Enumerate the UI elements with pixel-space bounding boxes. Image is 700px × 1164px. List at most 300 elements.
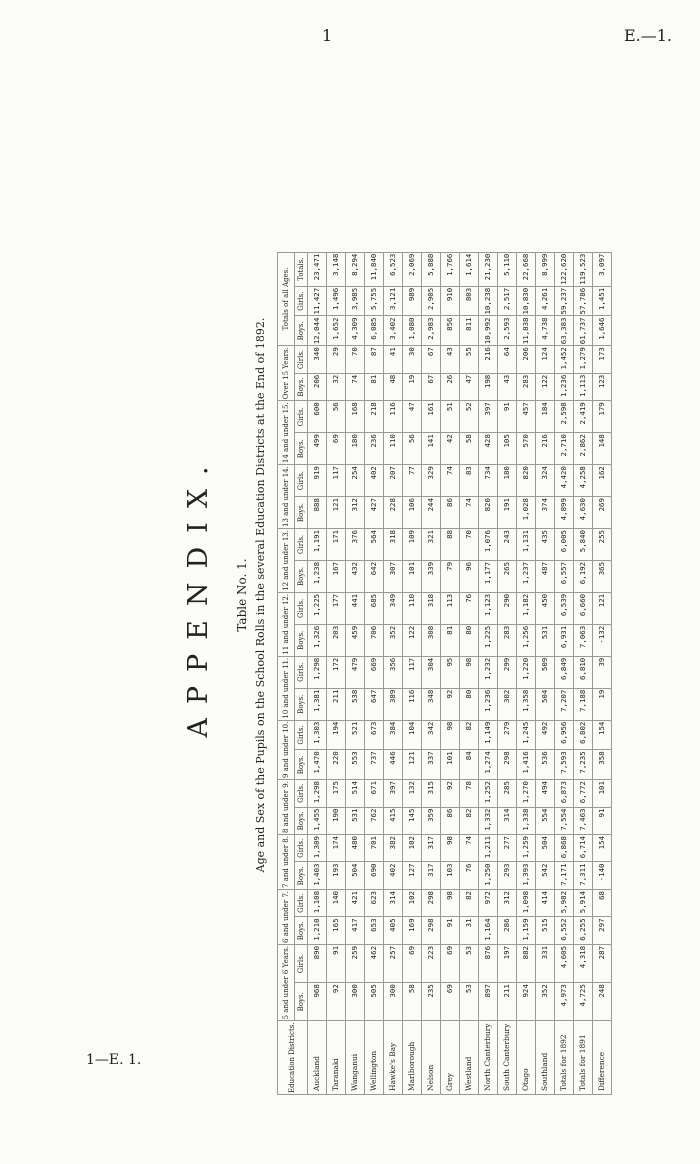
table-cell: 480 bbox=[346, 835, 365, 862]
summary-cell: 269 bbox=[593, 497, 612, 529]
summary-cell: 148 bbox=[593, 433, 612, 465]
table-cell: 21,230 bbox=[479, 252, 498, 286]
table-cell: 127 bbox=[403, 862, 422, 889]
table-cell: 165 bbox=[327, 917, 346, 944]
table-cell: 169 bbox=[403, 917, 422, 944]
table-cell: 184 bbox=[536, 401, 555, 433]
table-cell: 117 bbox=[403, 656, 422, 688]
summary-cell: 6,714 bbox=[574, 835, 593, 862]
district-name: Otago bbox=[517, 1021, 536, 1095]
table-cell: 304 bbox=[422, 656, 441, 688]
table-cell: 1,496 bbox=[327, 286, 346, 316]
summary-cell: 4,258 bbox=[574, 465, 593, 497]
summary-cell: 63,383 bbox=[555, 316, 574, 346]
table-cell: 1,256 bbox=[517, 624, 536, 656]
table-cell: 642 bbox=[365, 560, 384, 592]
table-cell: 121 bbox=[403, 750, 422, 780]
table-cell: 64 bbox=[498, 346, 517, 374]
table-row bbox=[308, 252, 327, 1094]
table-cell: 216 bbox=[536, 433, 555, 465]
table-cell: 3,402 bbox=[384, 316, 403, 346]
table-cell: 856 bbox=[441, 316, 460, 346]
summary-cell: 7,463 bbox=[574, 807, 593, 834]
table-cell: 122 bbox=[403, 624, 422, 656]
table-cell: 279 bbox=[498, 720, 517, 750]
table-cell: 69 bbox=[403, 944, 422, 982]
table-cell: 1,076 bbox=[479, 529, 498, 561]
table-cell: 564 bbox=[365, 529, 384, 561]
table-cell: 53 bbox=[460, 983, 479, 1021]
table-cell: 277 bbox=[498, 835, 517, 862]
table-cell: 876 bbox=[479, 944, 498, 982]
table-cell: 51 bbox=[441, 401, 460, 433]
girls-subheader: Girls. bbox=[295, 656, 308, 688]
table-cell: 504 bbox=[346, 862, 365, 889]
table-cell: 193 bbox=[327, 862, 346, 889]
table-cell: 352 bbox=[536, 983, 555, 1021]
table-cell: 402 bbox=[365, 465, 384, 497]
summary-cell: 19 bbox=[593, 688, 612, 720]
table-cell: 1,358 bbox=[517, 688, 536, 720]
document-reference: E.—1. bbox=[623, 26, 672, 45]
table-cell: 910 bbox=[441, 286, 460, 316]
table-cell: 203 bbox=[327, 624, 346, 656]
table-cell: 542 bbox=[536, 862, 555, 889]
table-cell: 673 bbox=[365, 720, 384, 750]
table-cell: 671 bbox=[365, 780, 384, 807]
table-cell: 302 bbox=[498, 688, 517, 720]
table-cell: 55 bbox=[460, 346, 479, 374]
boys-subheader: Boys. bbox=[295, 316, 308, 346]
age-group-header: 7 and under 8. bbox=[278, 835, 295, 890]
summary-cell: 287 bbox=[593, 944, 612, 982]
table-cell: 81 bbox=[365, 373, 384, 401]
header-row-sex bbox=[295, 252, 308, 1094]
table-cell: 79 bbox=[441, 560, 460, 592]
header-row-groups bbox=[278, 252, 295, 1094]
table-cell: 1,338 bbox=[517, 807, 536, 834]
girls-subheader: Girls. bbox=[295, 944, 308, 982]
table-cell: 1,303 bbox=[308, 720, 327, 750]
summary-cell: 6,772 bbox=[574, 780, 593, 807]
table-cell: 820 bbox=[479, 497, 498, 529]
district-name: Nelson bbox=[422, 1021, 441, 1095]
table-cell: 23,471 bbox=[308, 252, 327, 286]
table-cell: 2,983 bbox=[422, 316, 441, 346]
table-cell: 121 bbox=[327, 497, 346, 529]
table-cell: 298 bbox=[422, 917, 441, 944]
table-cell: 300 bbox=[346, 983, 365, 1021]
table-cell: 11,838 bbox=[517, 316, 536, 346]
table-cell: 92 bbox=[327, 983, 346, 1021]
table-row bbox=[498, 252, 517, 1094]
summary-cell: 6,192 bbox=[574, 560, 593, 592]
table-cell: 96 bbox=[460, 560, 479, 592]
table-cell: 87 bbox=[365, 346, 384, 374]
table-cell: 441 bbox=[346, 592, 365, 624]
age-group-header: 8 and under 9. bbox=[278, 780, 295, 835]
side-reference: 1—E. 1. bbox=[86, 1052, 142, 1068]
table-cell: 211 bbox=[498, 983, 517, 1021]
table-cell: 331 bbox=[536, 944, 555, 982]
summary-cell: 7,188 bbox=[574, 688, 593, 720]
boys-subheader: Boys. bbox=[295, 983, 308, 1021]
table-body bbox=[308, 252, 612, 1094]
table-cell: 1,614 bbox=[460, 252, 479, 286]
table-cell: 1,298 bbox=[308, 780, 327, 807]
summary-cell: 4,725 bbox=[574, 983, 593, 1021]
district-name: Grey bbox=[441, 1021, 460, 1095]
table-cell: 882 bbox=[517, 944, 536, 982]
summary-cell: 6,255 bbox=[574, 917, 593, 944]
summary-label: Totals for 1891 bbox=[574, 1021, 593, 1095]
table-cell: 116 bbox=[384, 401, 403, 433]
summary-cell: 1,646 bbox=[593, 316, 612, 346]
table-cell: 494 bbox=[536, 780, 555, 807]
summary-cell: 6,802 bbox=[574, 720, 593, 750]
table-cell: 737 bbox=[365, 750, 384, 780]
summary-cell: 154 bbox=[593, 720, 612, 750]
table-cell: 1,652 bbox=[327, 316, 346, 346]
table-cell: 4,738 bbox=[536, 316, 555, 346]
table-cell: 88 bbox=[441, 529, 460, 561]
table-cell: 74 bbox=[460, 835, 479, 862]
table-cell: 244 bbox=[422, 497, 441, 529]
table-cell: 124 bbox=[536, 346, 555, 374]
table-cell: 172 bbox=[327, 656, 346, 688]
summary-cell: 122,620 bbox=[555, 252, 574, 286]
table-cell: 198 bbox=[479, 373, 498, 401]
table-row bbox=[460, 252, 479, 1094]
table-cell: 1,149 bbox=[479, 720, 498, 750]
table-cell: 110 bbox=[403, 592, 422, 624]
table-cell: 352 bbox=[384, 624, 403, 656]
boys-subheader: Boys. bbox=[295, 433, 308, 465]
summary-cell: 101 bbox=[593, 780, 612, 807]
table-cell: 1,232 bbox=[479, 656, 498, 688]
table-cell: 924 bbox=[517, 983, 536, 1021]
summary-cell: 6,810 bbox=[574, 656, 593, 688]
table-cell: 1,766 bbox=[441, 252, 460, 286]
table-cell: 78 bbox=[460, 780, 479, 807]
table-cell: 58 bbox=[403, 983, 422, 1021]
girls-subheader: Girls. bbox=[295, 835, 308, 862]
table-cell: 299 bbox=[498, 656, 517, 688]
table-cell: 538 bbox=[346, 688, 365, 720]
table-cell: 890 bbox=[308, 944, 327, 982]
table-cell: 734 bbox=[479, 465, 498, 497]
table-cell: 180 bbox=[498, 465, 517, 497]
table-cell: 92 bbox=[441, 688, 460, 720]
table-cell: 194 bbox=[327, 720, 346, 750]
table-cell: 531 bbox=[346, 807, 365, 834]
table-cell: 102 bbox=[403, 835, 422, 862]
summary-label: Totals for 1892 bbox=[555, 1021, 574, 1095]
table-cell: 382 bbox=[384, 835, 403, 862]
table-cell: 479 bbox=[346, 656, 365, 688]
age-group-header: 12 and under 13. bbox=[278, 529, 295, 593]
table-cell: 397 bbox=[479, 401, 498, 433]
table-cell: 405 bbox=[384, 917, 403, 944]
summary-cell: -132 bbox=[593, 624, 612, 656]
table-cell: 218 bbox=[365, 401, 384, 433]
table-cell: 653 bbox=[365, 917, 384, 944]
district-name: Wellington bbox=[365, 1021, 384, 1095]
summary-cell: 173 bbox=[593, 346, 612, 374]
summary-cell: 6,868 bbox=[555, 835, 574, 862]
table-cell: 190 bbox=[327, 807, 346, 834]
table-cell: 647 bbox=[365, 688, 384, 720]
table-cell: 427 bbox=[365, 497, 384, 529]
table-cell: 450 bbox=[536, 592, 555, 624]
table-cell: 98 bbox=[441, 720, 460, 750]
table-cell: 421 bbox=[346, 889, 365, 916]
table-cell: 554 bbox=[536, 807, 555, 834]
table-cell: 283 bbox=[498, 624, 517, 656]
table-cell: 514 bbox=[346, 780, 365, 807]
table-cell: 145 bbox=[403, 807, 422, 834]
table-cell: 206 bbox=[308, 373, 327, 401]
table-cell: 105 bbox=[498, 433, 517, 465]
table-cell: 6,523 bbox=[384, 252, 403, 286]
table-cell: 228 bbox=[384, 497, 403, 529]
summary-cell: 4,973 bbox=[555, 983, 574, 1021]
table-cell: 3,148 bbox=[327, 252, 346, 286]
table-cell: 56 bbox=[403, 433, 422, 465]
table-cell: 74 bbox=[346, 373, 365, 401]
table-cell: 1,131 bbox=[517, 529, 536, 561]
age-group-header: 13 and under 14. bbox=[278, 465, 295, 529]
table-cell: 1,210 bbox=[308, 917, 327, 944]
totals-subheader: Totals. bbox=[295, 252, 308, 286]
table-cell: 342 bbox=[422, 720, 441, 750]
table-cell: 504 bbox=[536, 835, 555, 862]
table-cell: 4,309 bbox=[346, 316, 365, 346]
summary-cell: 1,452 bbox=[555, 346, 574, 374]
district-name: Southland bbox=[536, 1021, 555, 1095]
summary-cell: 162 bbox=[593, 465, 612, 497]
summary-cell: 365 bbox=[593, 560, 612, 592]
table-cell: 69 bbox=[441, 944, 460, 982]
table-row bbox=[327, 252, 346, 1094]
table-cell: 1,403 bbox=[308, 862, 327, 889]
girls-subheader: Girls. bbox=[295, 592, 308, 624]
boys-subheader: Boys. bbox=[295, 624, 308, 656]
table-cell: 888 bbox=[308, 497, 327, 529]
table-cell: 177 bbox=[327, 592, 346, 624]
summary-cell: 297 bbox=[593, 917, 612, 944]
table-cell: 968 bbox=[308, 983, 327, 1021]
table-cell: 690 bbox=[365, 862, 384, 889]
table-row bbox=[479, 252, 498, 1094]
district-name: North Canterbury bbox=[479, 1021, 498, 1095]
table-cell: 4,261 bbox=[536, 286, 555, 316]
age-group-header: 10 and under 11. bbox=[278, 656, 295, 720]
table-cell: 116 bbox=[403, 688, 422, 720]
table-cell: 317 bbox=[422, 862, 441, 889]
table-cell: 318 bbox=[422, 592, 441, 624]
table-cell: 285 bbox=[498, 780, 517, 807]
district-name: Taranaki bbox=[327, 1021, 346, 1095]
table-cell: 110 bbox=[384, 433, 403, 465]
table-cell: 1,470 bbox=[308, 750, 327, 780]
table-cell: 376 bbox=[346, 529, 365, 561]
summary-cell: 121 bbox=[593, 592, 612, 624]
table-cell: 600 bbox=[308, 401, 327, 433]
table-cell: 22,668 bbox=[517, 252, 536, 286]
summary-cell: 5,840 bbox=[574, 529, 593, 561]
summary-cell: 1,451 bbox=[593, 286, 612, 316]
table-cell: 101 bbox=[403, 560, 422, 592]
table-cell: 47 bbox=[403, 401, 422, 433]
summary-row bbox=[593, 252, 612, 1094]
table-cell: 1,309 bbox=[308, 835, 327, 862]
table-cell: 1,191 bbox=[308, 529, 327, 561]
table-cell: 223 bbox=[422, 944, 441, 982]
table-cell: 220 bbox=[327, 750, 346, 780]
summary-cell: 6,557 bbox=[555, 560, 574, 592]
table-cell: 74 bbox=[441, 465, 460, 497]
table-cell: 462 bbox=[365, 944, 384, 982]
table-cell: 803 bbox=[460, 286, 479, 316]
district-name: South Canterbury bbox=[498, 1021, 517, 1095]
table-cell: 318 bbox=[384, 529, 403, 561]
table-cell: 168 bbox=[346, 401, 365, 433]
table-head bbox=[278, 252, 308, 1094]
girls-subheader: Girls. bbox=[295, 529, 308, 561]
table-cell: 329 bbox=[422, 465, 441, 497]
table-row bbox=[536, 252, 555, 1094]
table-caption: Age and Sex of the Pupils on the School Rolls in the several Education Districts at the End of 1892. bbox=[254, 317, 267, 873]
table-cell: 515 bbox=[536, 917, 555, 944]
table-cell: 70 bbox=[460, 529, 479, 561]
table-cell: 553 bbox=[346, 750, 365, 780]
table-cell: 95 bbox=[441, 656, 460, 688]
boys-subheader: Boys. bbox=[295, 862, 308, 889]
girls-subheader: Girls. bbox=[295, 780, 308, 807]
table-cell: 56 bbox=[327, 401, 346, 433]
table-cell: 1,455 bbox=[308, 807, 327, 834]
summary-cell: 68 bbox=[593, 889, 612, 916]
table-cell: 356 bbox=[384, 656, 403, 688]
table-cell: 389 bbox=[384, 688, 403, 720]
table-cell: 312 bbox=[498, 889, 517, 916]
table-cell: 348 bbox=[422, 688, 441, 720]
table-cell: 457 bbox=[517, 401, 536, 433]
summary-cell: 4,318 bbox=[574, 944, 593, 982]
table-cell: 499 bbox=[308, 433, 327, 465]
age-group-header: 5 and under 6 Years. bbox=[278, 944, 295, 1020]
boys-subheader: Boys. bbox=[295, 750, 308, 780]
boys-subheader: Boys. bbox=[295, 560, 308, 592]
table-cell: 340 bbox=[308, 346, 327, 374]
table-cell: 701 bbox=[365, 835, 384, 862]
appendix-heading: APPENDIX. bbox=[183, 452, 214, 738]
summary-cell: 4,630 bbox=[574, 497, 593, 529]
summary-cell: 1,279 bbox=[574, 346, 593, 374]
table-cell: 307 bbox=[384, 560, 403, 592]
summary-cell: 59,237 bbox=[555, 286, 574, 316]
pupils-age-sex-table bbox=[277, 252, 612, 1095]
age-group-header: 14 and under 15. bbox=[278, 401, 295, 465]
summary-cell: 3,097 bbox=[593, 252, 612, 286]
table-cell: 435 bbox=[536, 529, 555, 561]
table-cell: 1,211 bbox=[479, 835, 498, 862]
table-cell: 415 bbox=[384, 807, 403, 834]
table-cell: 290 bbox=[498, 592, 517, 624]
table-cell: 349 bbox=[384, 592, 403, 624]
table-cell: 298 bbox=[422, 889, 441, 916]
table-cell: 174 bbox=[327, 835, 346, 862]
table-cell: 283 bbox=[517, 373, 536, 401]
table-cell: 1,123 bbox=[479, 592, 498, 624]
table-cell: 109 bbox=[403, 529, 422, 561]
table-cell: 67 bbox=[422, 346, 441, 374]
table-cell: 1,237 bbox=[517, 560, 536, 592]
table-cell: 141 bbox=[422, 433, 441, 465]
age-group-header: 6 and under 7. bbox=[278, 889, 295, 944]
summary-cell: 6,552 bbox=[555, 917, 574, 944]
summary-cell: 255 bbox=[593, 529, 612, 561]
table-cell: 1,252 bbox=[479, 780, 498, 807]
table-cell: 531 bbox=[536, 624, 555, 656]
table-cell: 1,416 bbox=[517, 750, 536, 780]
table-cell: 820 bbox=[517, 465, 536, 497]
table-cell: 19 bbox=[403, 373, 422, 401]
table-cell: 492 bbox=[536, 720, 555, 750]
summary-cell: 1,236 bbox=[555, 373, 574, 401]
table-cell: 432 bbox=[346, 560, 365, 592]
summary-cell: 7,593 bbox=[555, 750, 574, 780]
table-cell: 84 bbox=[460, 750, 479, 780]
table-cell: 3,121 bbox=[384, 286, 403, 316]
table-cell: 43 bbox=[498, 373, 517, 401]
girls-subheader: Girls. bbox=[295, 346, 308, 374]
table-cell: 52 bbox=[460, 401, 479, 433]
table-cell: 243 bbox=[498, 529, 517, 561]
summary-cell: 2,710 bbox=[555, 433, 574, 465]
table-cell: 70 bbox=[346, 346, 365, 374]
table-cell: 300 bbox=[384, 983, 403, 1021]
summary-cell: 1,113 bbox=[574, 373, 593, 401]
table-cell: 10,992 bbox=[479, 316, 498, 346]
table-cell: 53 bbox=[460, 944, 479, 982]
table-cell: 1,332 bbox=[479, 807, 498, 834]
table-cell: 48 bbox=[384, 373, 403, 401]
table-cell: 293 bbox=[498, 862, 517, 889]
table-row bbox=[403, 252, 422, 1094]
table-cell: 1,177 bbox=[479, 560, 498, 592]
table-cell: 536 bbox=[536, 750, 555, 780]
table-cell: 69 bbox=[441, 983, 460, 1021]
table-row bbox=[346, 252, 365, 1094]
table-cell: 1,159 bbox=[517, 917, 536, 944]
table-cell: 669 bbox=[365, 656, 384, 688]
table-cell: 504 bbox=[536, 688, 555, 720]
age-group-header: 11 and under 12. bbox=[278, 592, 295, 656]
table-cell: 685 bbox=[365, 592, 384, 624]
table-cell: 315 bbox=[422, 780, 441, 807]
district-column-header: Education Districts. bbox=[278, 1021, 308, 1095]
table-row bbox=[422, 252, 441, 1094]
summary-row bbox=[555, 252, 574, 1094]
table-cell: 339 bbox=[422, 560, 441, 592]
table-cell: 32 bbox=[327, 373, 346, 401]
table-cell: 80 bbox=[460, 624, 479, 656]
boys-subheader: Boys. bbox=[295, 807, 308, 834]
summary-cell: 6,849 bbox=[555, 656, 574, 688]
table-cell: 314 bbox=[498, 807, 517, 834]
